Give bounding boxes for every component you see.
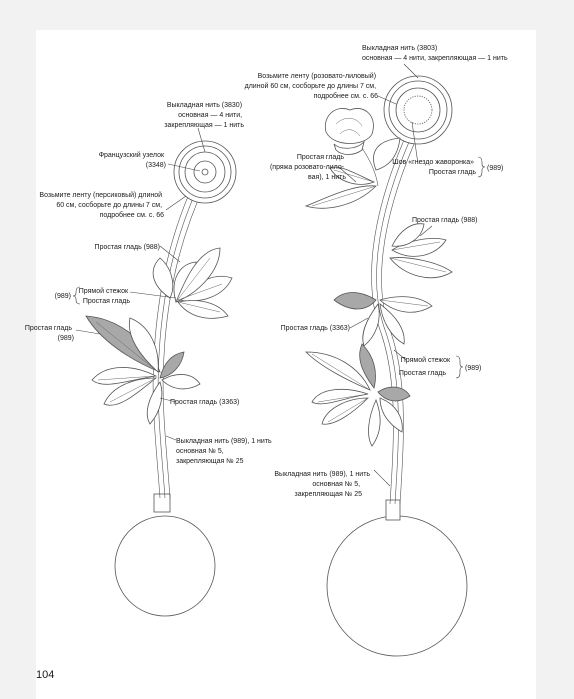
right-leader-thread-bottom — [374, 470, 390, 486]
right-flower — [245, 45, 508, 656]
left-leader-thread-bottom — [166, 436, 176, 440]
right-label-brace-989b: (989) — [465, 365, 482, 372]
right-label-ribbon: Возьмите ленту (розовато-лиловый) длиной 60 см, сосборьте до длины 7 см, подробнее см. с. 66 — [244, 73, 378, 100]
right-leaf-dark-1 — [334, 293, 376, 310]
right-leader-thread-top — [404, 64, 418, 78]
left-label-ribbon: Возьмите ленту (персиковый) длиной 60 см, сосборьте до длины 7 см, подробнее см. с. 66 — [39, 192, 164, 219]
left-leaf-9 — [162, 374, 200, 389]
left-leader-ribbon — [166, 196, 186, 210]
right-leaf-14 — [369, 400, 381, 446]
right-label-back-stitch-group: Прямой стежок Простая гладь — [398, 357, 451, 377]
right-label-satin-3363: Простая гладь (3363) — [280, 325, 350, 332]
left-french-knot — [202, 169, 208, 175]
right-brace-989b — [456, 356, 463, 378]
left-leader-satin-988 — [160, 246, 180, 262]
right-rose-bud — [325, 108, 373, 143]
right-label-thread-top: Выкладная нить (3803) основная — 4 нити, закрепляющая — 1 нить — [362, 45, 508, 62]
left-stem-base — [154, 494, 170, 512]
right-stem-base — [386, 500, 400, 520]
left-label-satin-3363: Простая гладь (3363) — [170, 399, 240, 406]
left-leaf-10 — [147, 382, 162, 424]
right-label-satin-rose: Простая гладь (пряжа розовато-лило- вая), 1 нить — [269, 154, 346, 181]
left-label-back-stitch-group: Прямой стежок Простая гладь — [78, 288, 130, 305]
left-label-thread-top: Выкладная нить (3830) основная — 4 нити, закрепляющая — 1 нить — [164, 102, 244, 129]
right-pot-circle — [327, 516, 467, 656]
right-leaf-13 — [380, 398, 402, 432]
right-leaf-8 — [363, 304, 379, 346]
right-bird-nest-center — [404, 96, 432, 124]
right-leaf-5 — [390, 258, 452, 278]
left-label-french-knot: Французский узелок (3348) — [98, 152, 166, 169]
left-pot-circle — [115, 516, 215, 616]
right-label-satin-988: Простая гладь (988) — [412, 217, 478, 224]
right-label-brace-989a: (989) — [487, 165, 504, 172]
right-label-bird-nest-group: Шов «гнездо жаворонка» Простая гладь — [392, 159, 476, 176]
left-leaf-5 — [153, 258, 173, 298]
left-label-satin-988: Простая гладь (988) — [94, 244, 160, 251]
left-leaf-3 — [178, 301, 228, 319]
right-brace-989a — [478, 157, 485, 177]
page-number: 104 — [36, 669, 55, 681]
left-label-thread-bottom: Выкладная нить (989), 1 нить основная № 5, закрепляющая № 25 — [176, 438, 272, 465]
left-flower — [25, 102, 274, 616]
left-label-satin-989: Простая гладь (989) — [24, 325, 74, 342]
left-label-brace-989: (989) — [54, 293, 71, 300]
right-label-thread-bottom: Выкладная нить (989), 1 нить основная № 5, закрепляющая № 25 — [274, 471, 371, 498]
